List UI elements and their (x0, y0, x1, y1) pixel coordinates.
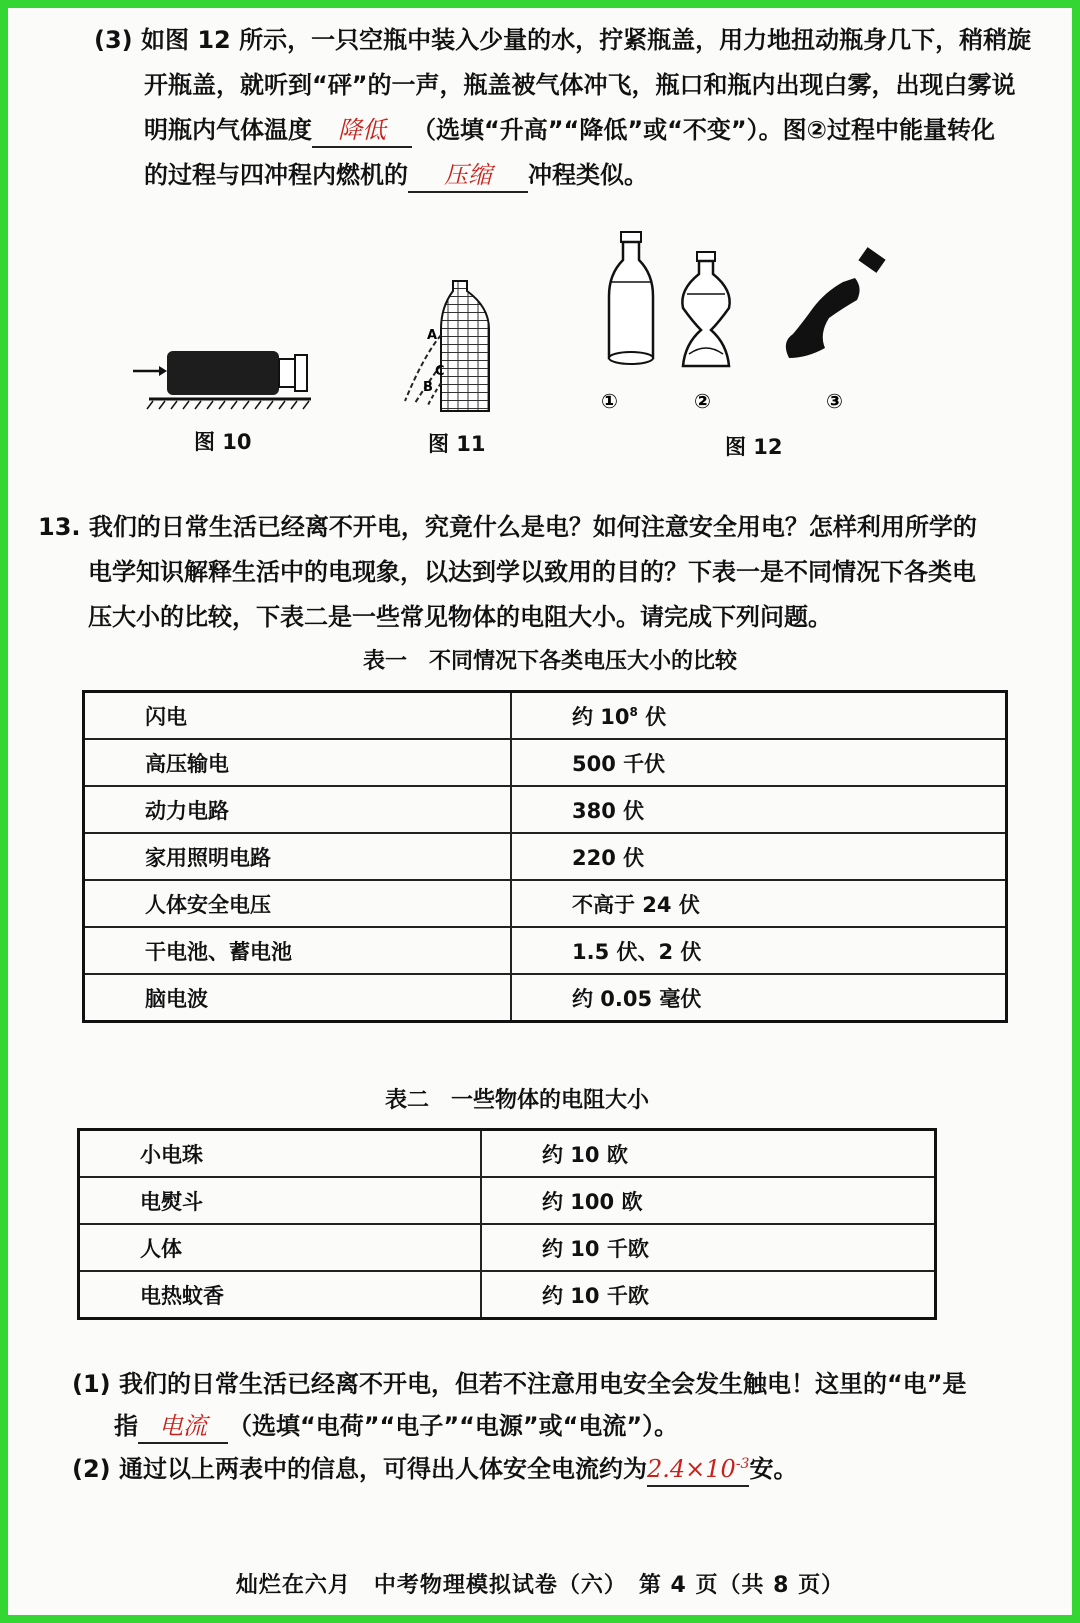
table-2-cell-resistance: 约 10 千欧 (481, 1271, 936, 1319)
sub2-answer-base: 2.4×10 (647, 1455, 736, 1483)
q3-line-3 (94, 108, 1024, 153)
table-1-cell-voltage (511, 927, 1007, 974)
table-1-cell-voltage (511, 880, 1007, 927)
table-2-cell-object: 人体 (79, 1224, 482, 1271)
voltage-exponent: 8 (629, 704, 638, 719)
figure-12-bottle-sequence (593, 230, 933, 420)
table-row (84, 927, 1007, 974)
figure-11-bottle-with-holes (393, 273, 503, 423)
table-1-cell-voltage (511, 786, 1007, 833)
table-2-cell-resistance: 约 10 欧 (481, 1130, 936, 1178)
table-2-cell-object: 电熨斗 (79, 1177, 482, 1224)
table-1-cell-condition: 干电池、蓄电池 (84, 927, 512, 974)
q3-line-4 (94, 153, 1024, 198)
voltage-value: 约 10 (572, 704, 630, 729)
voltage-value: 约 0.05 毫伏 (572, 986, 702, 1011)
table-2-cell-resistance: 约 10 千欧 (481, 1224, 936, 1271)
fig12-label-2: ② (694, 389, 711, 413)
sub1-line-1: (1) 我们的日常生活已经离不开电，但若不注意用电安全会发生触电！这里的“电”是 (72, 1370, 967, 1398)
q13-line-3: 压大小的比较，下表二是一些常见物体的电阻大小。请完成下列问题。 (88, 603, 832, 631)
q3-line-2: 开瓶盖，就听到“砰”的一声，瓶盖被气体冲飞，瓶口和瓶内出现白雾，出现白雾说 (144, 71, 1016, 99)
table-row (79, 1130, 936, 1178)
fig12-label-1: ① (601, 389, 618, 413)
figure-12-caption: 图 12 (725, 435, 783, 459)
q13-line-1: 13. 我们的日常生活已经离不开电，究竟什么是电？如何注意安全用电？怎样利用所学的 (38, 513, 977, 541)
table-1-cell-voltage (511, 833, 1007, 880)
voltage-value: 380 伏 (572, 798, 645, 823)
answer-blank-stroke[interactable]: 压缩 (408, 159, 528, 193)
table-2-cell-object: 小电珠 (79, 1130, 482, 1178)
table-1-title: 表一 不同情况下各类电压大小的比较 (363, 649, 738, 674)
q3-line-4-post: 冲程类似。 (528, 161, 648, 189)
table-1-cell-condition: 人体安全电压 (84, 880, 512, 927)
table-1-cell-condition: 脑电波 (84, 974, 512, 1022)
sub2-post: 安。 (749, 1455, 798, 1483)
sub2-answer-exponent: -3 (735, 1456, 750, 1472)
table-row (79, 1224, 936, 1271)
answer-blank-safe-current[interactable] (647, 1448, 749, 1487)
voltage-value: 不高于 24 伏 (572, 892, 700, 917)
table-1-cell-condition: 闪电 (84, 692, 512, 740)
table-1-voltage (82, 690, 1008, 1023)
voltage-value: 1.5 伏、2 伏 (572, 939, 702, 964)
table-row (79, 1271, 936, 1319)
figure-11-caption: 图 11 (428, 432, 486, 456)
table-2-title: 表二 一些物体的电阻大小 (385, 1088, 650, 1113)
table-row (84, 692, 1007, 740)
sub1-line-2-pre: 指 (114, 1412, 138, 1440)
q3-line-1: (3) 如图 12 所示，一只空瓶中装入少量的水，拧紧瓶盖，用力地扭动瓶身几下，稍稍旋 (94, 26, 1032, 54)
table-2-cell-object: 电热蚊香 (79, 1271, 482, 1319)
voltage-value: 220 伏 (572, 845, 645, 870)
sub2-pre: (2) 通过以上两表中的信息，可得出人体安全电流约为 (72, 1455, 647, 1483)
table-row (79, 1177, 936, 1224)
q3-line-3-post: （选填“升高”“降低”或“不变”）。图②过程中能量转化 (412, 116, 995, 144)
q3-line-4-pre: 的过程与四冲程内燃机的 (144, 161, 408, 189)
table-1-cell-voltage (511, 739, 1007, 786)
q3-line-3-pre: 明瓶内气体温度 (144, 116, 312, 144)
table-row (84, 739, 1007, 786)
voltage-unit: 伏 (637, 704, 667, 729)
figure-10-caption: 图 10 (194, 430, 252, 454)
table-row (84, 833, 1007, 880)
table-row (84, 786, 1007, 833)
fig11-label-a: A (427, 328, 438, 343)
answer-blank-temperature[interactable]: 降低 (312, 114, 412, 148)
fig12-label-3: ③ (826, 389, 843, 413)
q13-line-2: 电学知识解释生活中的电现象，以达到学以致用的目的？下表一是不同情况下各类电 (88, 558, 976, 586)
table-2-cell-resistance: 约 100 欧 (481, 1177, 936, 1224)
question-13 (38, 505, 1028, 640)
page-footer: 灿烂在六月 中考物理模拟试卷（六） 第 4 页（共 8 页） (235, 1573, 845, 1598)
table-1-cell-condition: 家用照明电路 (84, 833, 512, 880)
table-1-cell-voltage (511, 692, 1007, 740)
sub1-line-2 (72, 1405, 1032, 1447)
sub1-line-2-post: （选填“电荷”“电子”“电源”或“电流”）。 (228, 1412, 679, 1440)
table-1-cell-condition: 高压输电 (84, 739, 512, 786)
table-1-cell-voltage (511, 974, 1007, 1022)
subquestion-1 (72, 1363, 1032, 1447)
table-1-cell-condition: 动力电路 (84, 786, 512, 833)
figure-10-bottle-on-table (133, 343, 313, 413)
fig11-label-c: C (435, 364, 445, 379)
table-row (84, 974, 1007, 1022)
table-row (84, 880, 1007, 927)
subquestion-2 (72, 1448, 1032, 1490)
question-3 (94, 18, 1032, 198)
answer-blank-electricity[interactable]: 电流 (138, 1410, 228, 1444)
fig11-label-b: B (423, 380, 433, 395)
voltage-value: 500 千伏 (572, 751, 666, 776)
table-2-resistance (77, 1128, 937, 1320)
